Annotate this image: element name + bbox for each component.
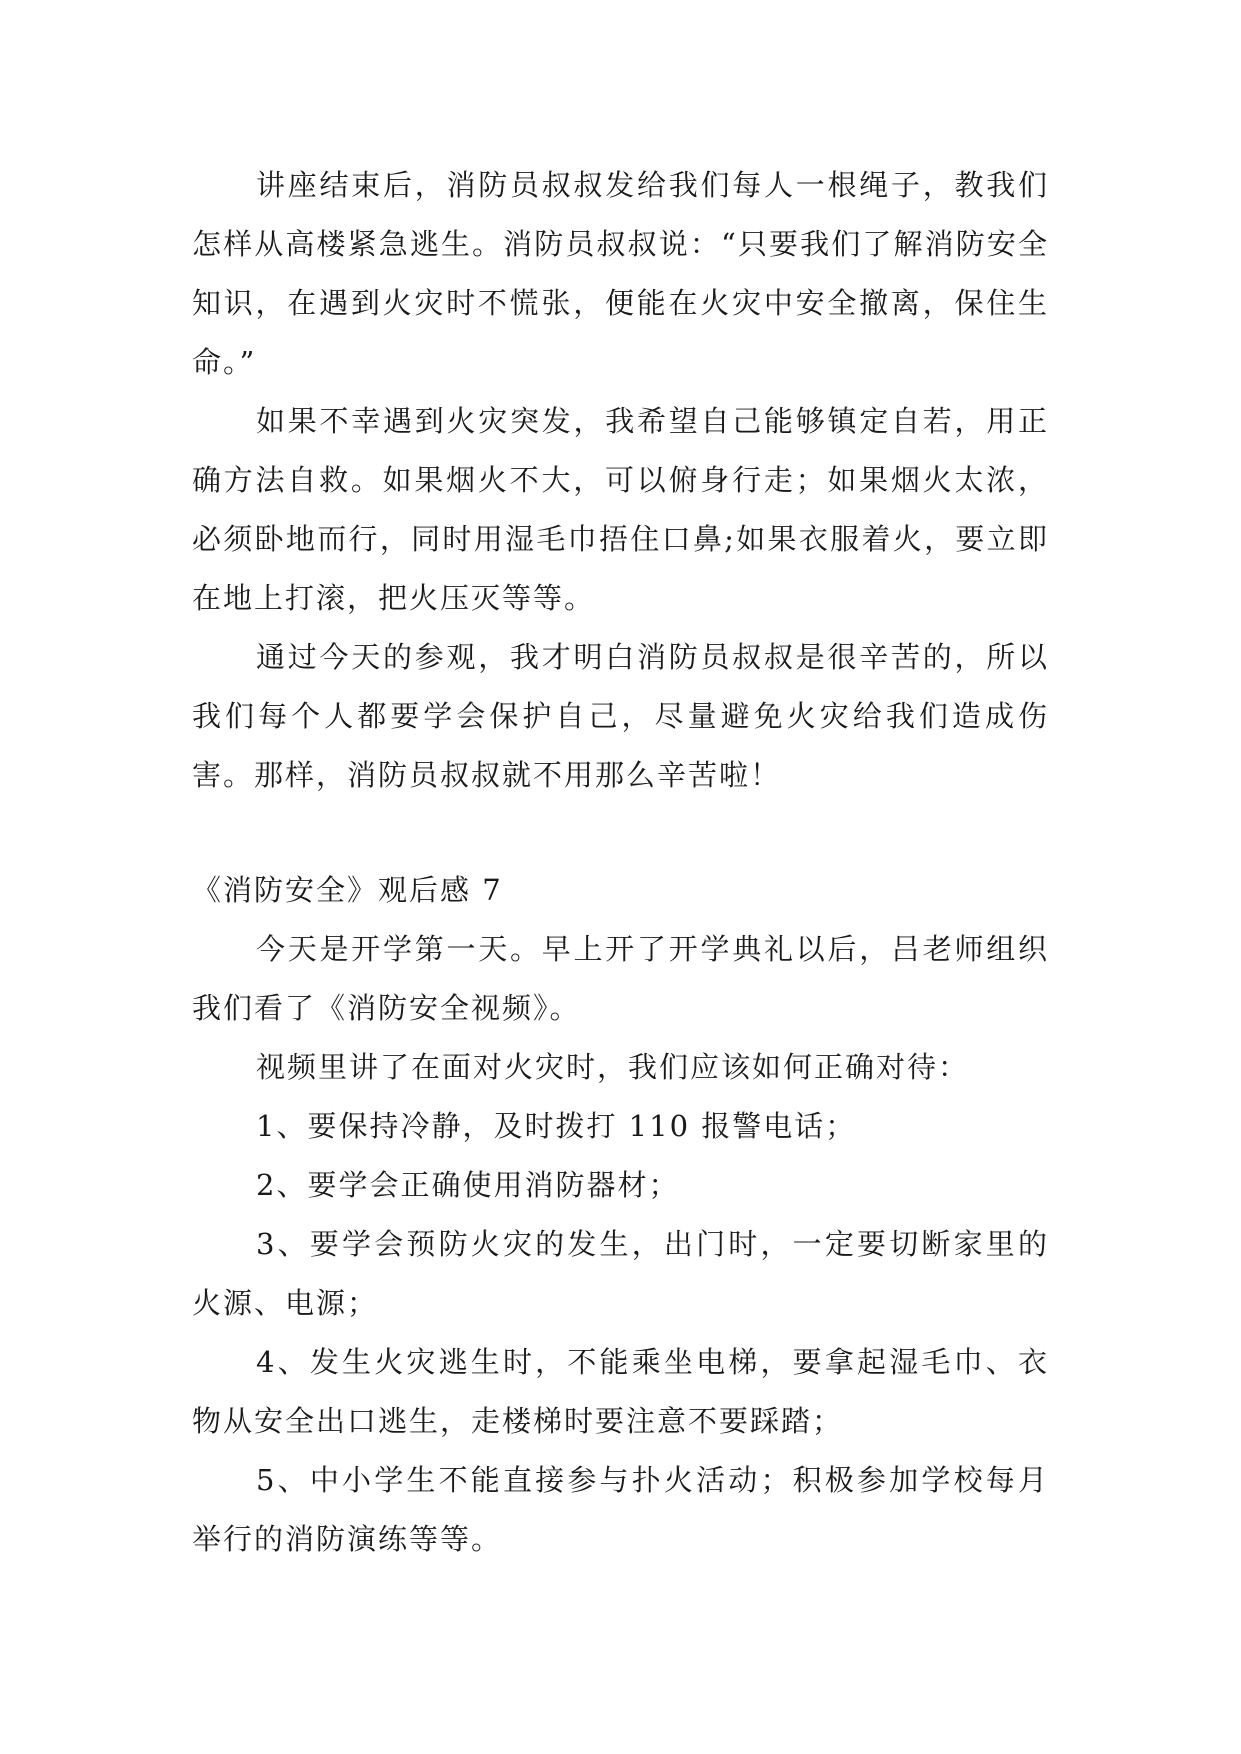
- paragraph: 今天是开学第一天。早上开了开学典礼以后，吕老师组织我们看了《消防安全视频》。: [192, 932, 1049, 1025]
- paragraph: 如果不幸遇到火灾突发，我希望自己能够镇定自若，用正确方法自救。如果烟火不大，可以俯身行走；如果烟火太浓，必须卧地而行，同时用湿毛巾捂住口鼻;如果衣服着火，要立即在地上打滚，把火压灭等等。: [192, 404, 1049, 615]
- list-item: 2、要学会正确使用消防器材；: [256, 1168, 680, 1202]
- list-item: 5、中小学生不能直接参与扑火活动；积极参加学校每月举行的消防演练等等。: [192, 1463, 1049, 1556]
- list-item: 4、发生火灾逃生时，不能乘坐电梯，要拿起湿毛巾、衣物从安全出口逃生，走楼梯时要注意不要踩踏；: [192, 1345, 1049, 1438]
- paragraph: 通过今天的参观，我才明白消防员叔叔是很辛苦的，所以我们每个人都要学会保护自己，尽量避免火灾给我们造成伤害。那样，消防员叔叔就不用那么辛苦啦！: [192, 640, 1049, 792]
- list-item: 3、要学会预防火灾的发生，出门时，一定要切断家里的火源、电源；: [192, 1227, 1049, 1320]
- list-item: 1、要保持冷静，及时拨打 110 报警电话；: [256, 1109, 857, 1143]
- section-heading: 《消防安全》观后感 7: [192, 873, 503, 907]
- document-body: [192, 156, 1049, 1569]
- paragraph: 视频里讲了在面对火灾时，我们应该如何正确对待：: [256, 1050, 970, 1084]
- paragraph: 讲座结束后，消防员叔叔发给我们每人一根绳子，教我们怎样从高楼紧急逃生。消防员叔叔说：“只要我们了解消防安全知识，在遇到火灾时不慌张，便能在火灾中安全撤离，保住生命。”: [192, 168, 1049, 379]
